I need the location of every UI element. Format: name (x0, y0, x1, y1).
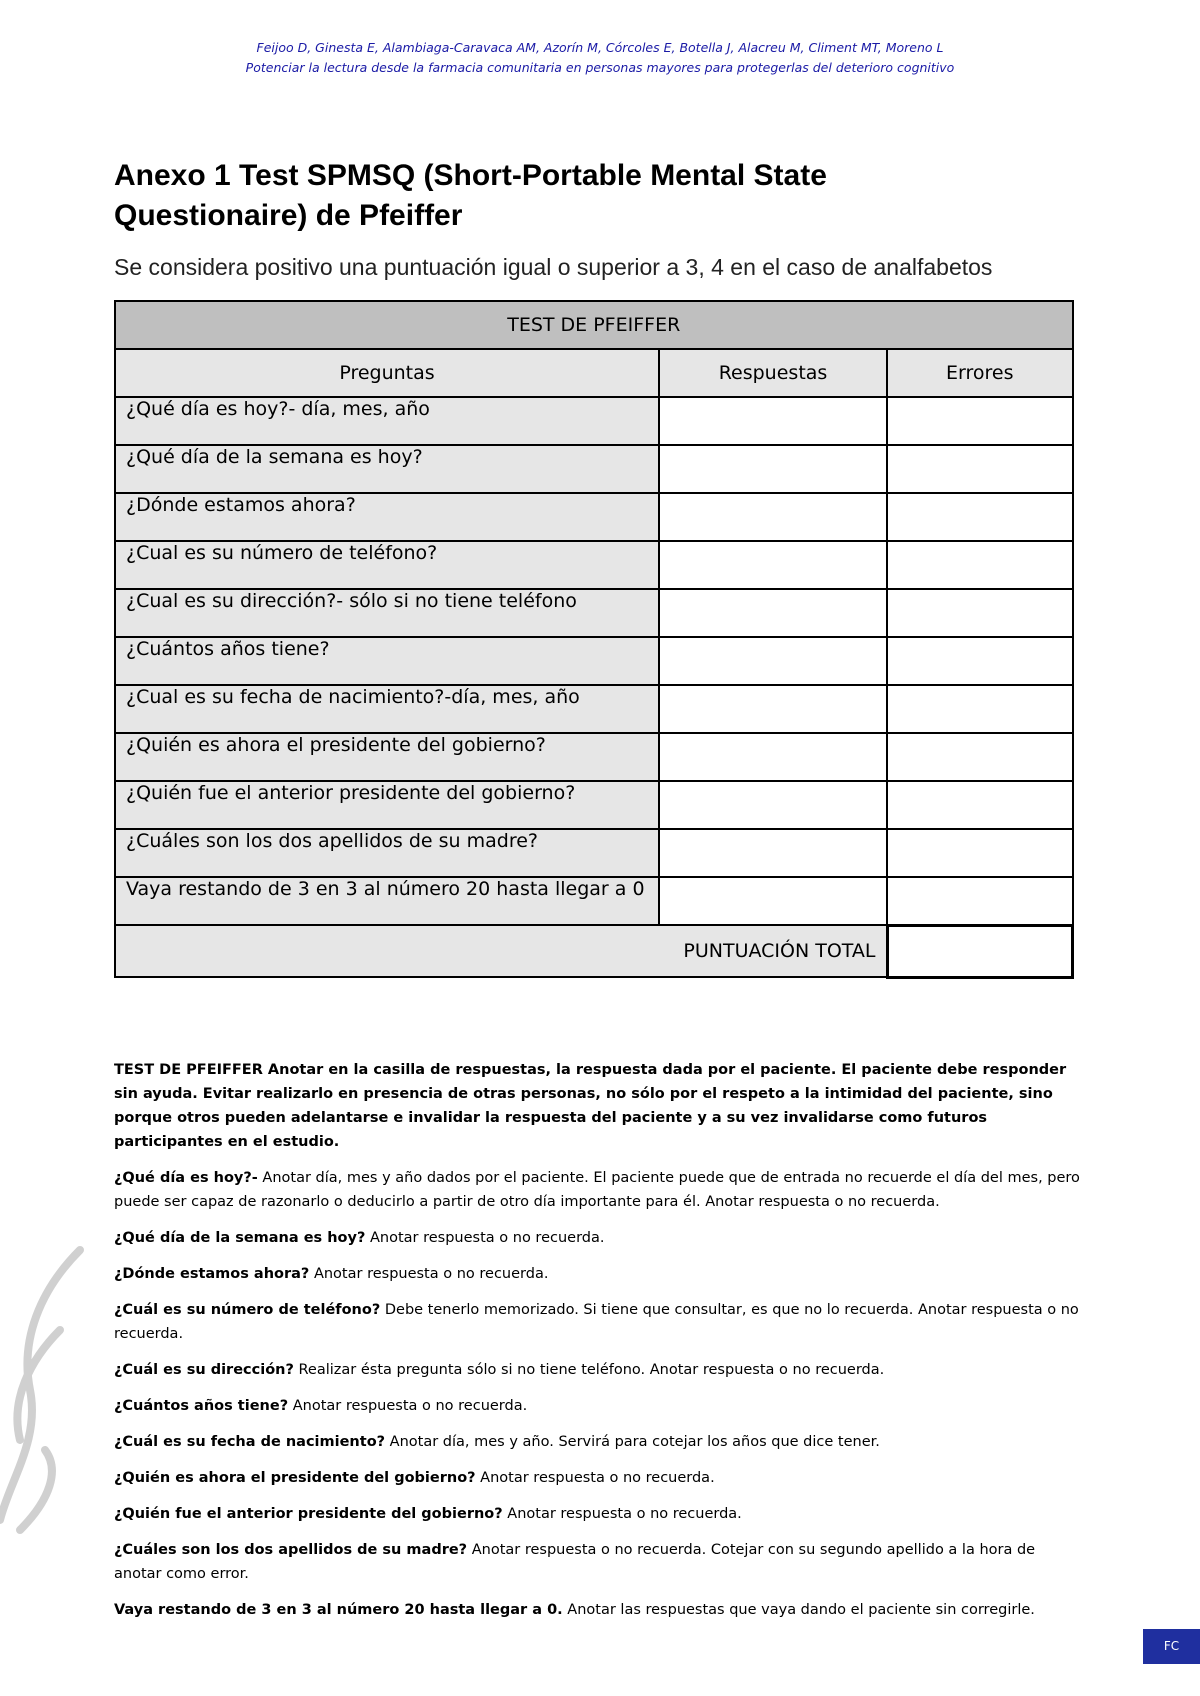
instruction-paragraph (114, 1430, 1086, 1454)
instruction-question: ¿Cuál es su número de teléfono? (114, 1302, 381, 1318)
instruction-text: Anotar respuesta o no recuerda. (288, 1398, 528, 1414)
table-row (115, 493, 1073, 541)
instruction-question: ¿Cuál es su dirección? (114, 1362, 294, 1378)
instruction-paragraph (114, 1466, 1086, 1490)
table-row (115, 877, 1073, 925)
question-cell: ¿Cuáles son los dos apellidos de su madre? (115, 829, 659, 877)
question-cell: Vaya restando de 3 en 3 al número 20 hasta llegar a 0 (115, 877, 659, 925)
error-cell[interactable] (887, 589, 1073, 637)
instruction-text: Anotar respuesta o no recuerda. Cotejar con su segundo apellido a la hora de anotar como error. (114, 1542, 1036, 1582)
page-header (0, 38, 1200, 78)
column-header-preguntas: Preguntas (115, 349, 659, 397)
error-cell[interactable] (887, 685, 1073, 733)
header-article-title: Potenciar la lectura desde la farmacia comunitaria en personas mayores para protegerlas del deterioro cognitivo (245, 60, 955, 75)
instruction-question: ¿Dónde estamos ahora? (114, 1266, 310, 1282)
instruction-paragraph (114, 1166, 1086, 1214)
instruction-text: Anotar respuesta o no recuerda. (502, 1506, 742, 1522)
column-header-respuestas: Respuestas (659, 349, 887, 397)
answer-cell[interactable] (659, 829, 887, 877)
instruction-paragraph (114, 1538, 1086, 1586)
error-cell[interactable] (887, 877, 1073, 925)
instruction-question: ¿Quién fue el anterior presidente del gobierno? (114, 1506, 503, 1522)
answer-cell[interactable] (659, 733, 887, 781)
instruction-text: Debe tenerlo memorizado. Si tiene que consultar, es que no lo recuerda. Anotar respuesta o no recuerda. (114, 1302, 1079, 1342)
table-row (115, 829, 1073, 877)
instruction-text: Anotar las respuestas que vaya dando el paciente sin corregirle. (562, 1602, 1035, 1618)
question-cell: ¿Cuántos años tiene? (115, 637, 659, 685)
answer-cell[interactable] (659, 781, 887, 829)
instruction-paragraph (114, 1598, 1086, 1622)
error-cell[interactable] (887, 637, 1073, 685)
question-cell: ¿Dónde estamos ahora? (115, 493, 659, 541)
instruction-question: ¿Cuántos años tiene? (114, 1398, 289, 1414)
question-cell: ¿Qué día de la semana es hoy? (115, 445, 659, 493)
question-cell: ¿Quién es ahora el presidente del gobierno? (115, 733, 659, 781)
instruction-question: ¿Qué día de la semana es hoy? (114, 1230, 366, 1246)
page-subtitle: Se considera positivo una puntuación igual o superior a 3, 4 en el caso de analfabetos (114, 254, 993, 280)
total-row (115, 925, 1073, 977)
question-cell: ¿Cual es su dirección?- sólo si no tiene teléfono (115, 589, 659, 637)
table-row (115, 397, 1073, 445)
column-header-errores: Errores (887, 349, 1073, 397)
header-authors: Feijoo D, Ginesta E, Alambiaga-Caravaca AM, Azorín M, Córcoles E, Botella J, Alacreu M, Climent MT, Moreno L (256, 40, 944, 55)
instruction-paragraph (114, 1262, 1086, 1286)
total-label: PUNTUACIÓN TOTAL (115, 925, 887, 977)
answer-cell[interactable] (659, 685, 887, 733)
answer-cell[interactable] (659, 397, 887, 445)
total-score-box[interactable] (887, 925, 1073, 977)
answer-cell[interactable] (659, 877, 887, 925)
section-badge: FC (1143, 1629, 1200, 1664)
instruction-question: ¿Cuál es su fecha de nacimiento? (114, 1434, 386, 1450)
instruction-question: ¿Quién es ahora el presidente del gobierno? (114, 1470, 476, 1486)
error-cell[interactable] (887, 445, 1073, 493)
page-title: Anexo 1 Test SPMSQ (Short-Portable Mental State Questionaire) de Pfeiffer (114, 159, 827, 232)
table-row (115, 445, 1073, 493)
table-row (115, 781, 1073, 829)
instruction-paragraph (114, 1502, 1086, 1526)
instruction-text: Realizar ésta pregunta sólo si no tiene teléfono. Anotar respuesta o no recuerda. (293, 1362, 885, 1378)
instruction-question: ¿Qué día es hoy?- (114, 1170, 258, 1186)
table-row (115, 541, 1073, 589)
instruction-paragraph (114, 1226, 1086, 1250)
answer-cell[interactable] (659, 541, 887, 589)
error-cell[interactable] (887, 493, 1073, 541)
instruction-question: Vaya restando de 3 en 3 al número 20 hasta llegar a 0. (114, 1602, 563, 1618)
table-row (115, 685, 1073, 733)
error-cell[interactable] (887, 397, 1073, 445)
table-row (115, 589, 1073, 637)
instruction-question: ¿Cuáles son los dos apellidos de su madre? (114, 1542, 468, 1558)
instruction-text: Anotar respuesta o no recuerda. (309, 1266, 549, 1282)
instruction-question: TEST DE PFEIFFER Anotar en la casilla de respuestas, la respuesta dada por el paciente. El paciente debe responder sin ayuda. Evitar realizarlo en presencia de otras personas, no sólo por el respeto a la intimidad del paciente, sino porque otros pueden adelantarse e invalidar la respuesta del paciente y a su vez invalidarse como futuros participantes en el estudio. (114, 1062, 1067, 1150)
table-row (115, 637, 1073, 685)
pfeiffer-table (114, 300, 1074, 979)
error-cell[interactable] (887, 829, 1073, 877)
error-cell[interactable] (887, 733, 1073, 781)
answer-cell[interactable] (659, 589, 887, 637)
error-cell[interactable] (887, 541, 1073, 589)
answer-cell[interactable] (659, 445, 887, 493)
instruction-paragraph (114, 1058, 1086, 1154)
instruction-paragraph (114, 1358, 1086, 1382)
table-row (115, 733, 1073, 781)
instruction-text: Anotar día, mes y año dados por el paciente. El paciente puede que de entrada no recuerde el día del mes, pero puede ser capaz de razonarlo o deducirlo a partir de otro día importante para él. Anotar respuesta o no recuerda. (114, 1170, 1080, 1210)
decorative-logo-watermark (0, 1230, 95, 1550)
table-heading: TEST DE PFEIFFER (115, 301, 1073, 349)
question-cell: ¿Cual es su número de teléfono? (115, 541, 659, 589)
answer-cell[interactable] (659, 493, 887, 541)
instruction-text: Anotar día, mes y año. Servirá para cotejar los años que dice tener. (385, 1434, 880, 1450)
question-cell: ¿Qué día es hoy?- día, mes, año (115, 397, 659, 445)
instruction-text: Anotar respuesta o no recuerda. (365, 1230, 605, 1246)
error-cell[interactable] (887, 781, 1073, 829)
question-cell: ¿Cual es su fecha de nacimiento?-día, mes, año (115, 685, 659, 733)
instruction-paragraph (114, 1298, 1086, 1346)
answer-cell[interactable] (659, 637, 887, 685)
instruction-text: Anotar respuesta o no recuerda. (475, 1470, 715, 1486)
question-cell: ¿Quién fue el anterior presidente del gobierno? (115, 781, 659, 829)
instructions (114, 1058, 1086, 1634)
instruction-paragraph (114, 1394, 1086, 1418)
